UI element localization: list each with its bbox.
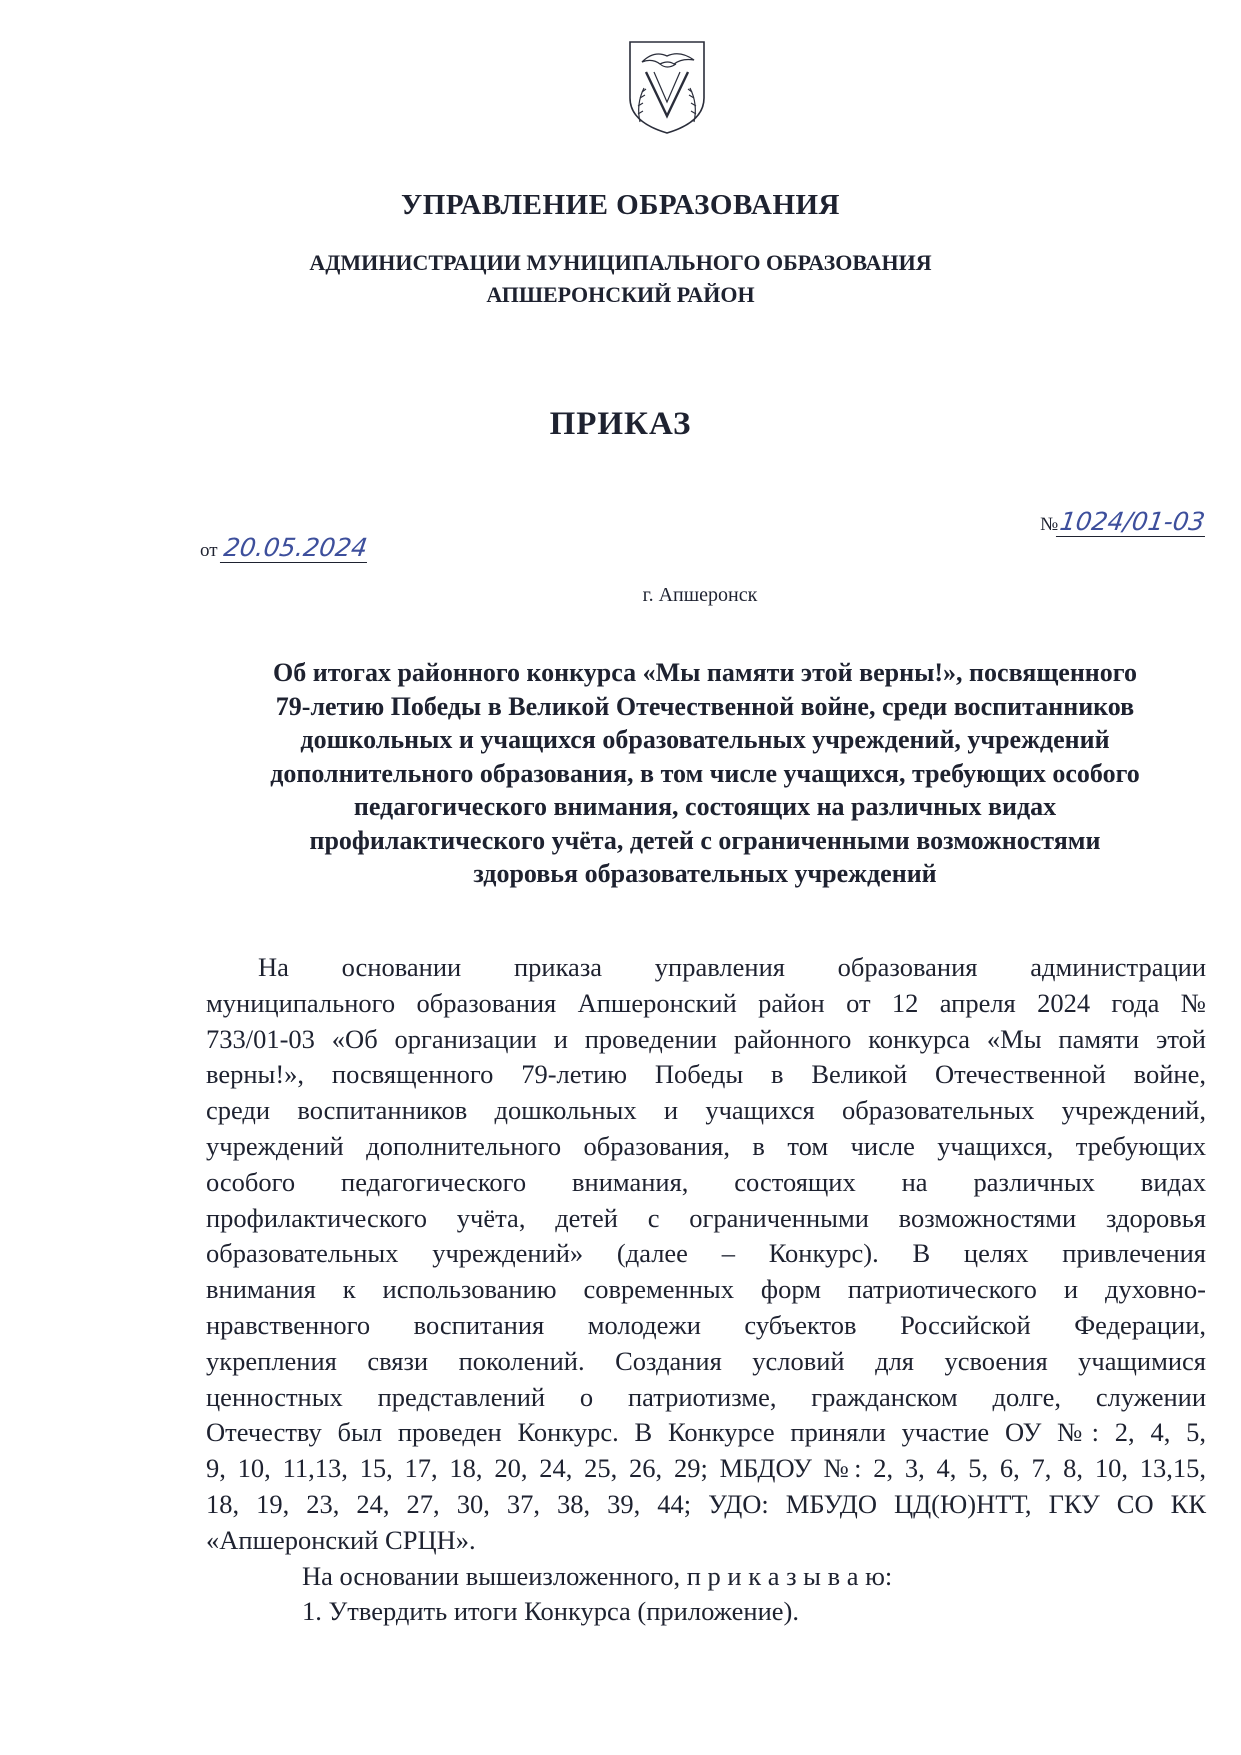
date-prefix: от bbox=[200, 540, 218, 561]
handwritten-number: 1024/01-03 bbox=[1056, 507, 1209, 537]
subject-line: Об итогах районного конкурса «Мы памяти этой верны!», посвященного bbox=[273, 658, 1137, 687]
handwritten-date: 20.05.2024 bbox=[220, 533, 371, 563]
document-number bbox=[1040, 507, 1207, 537]
body-line: На основании приказа управления образования администрации bbox=[258, 952, 1206, 982]
body-line: среди воспитанников дошкольных и учащихся образовательных учреждений, bbox=[206, 1095, 1206, 1126]
subject-line: 79-летию Победы в Великой Отечественной войне, среди воспитанников bbox=[275, 691, 1135, 721]
body-line: образовательных учреждений» (далее – Конкурс). В целях привлечения bbox=[206, 1238, 1206, 1269]
body-line: внимания к использованию современных форм патриотического и духовно- bbox=[206, 1274, 1206, 1305]
subject-line: дополнительного образования, в том числе учащихся, требующих особого bbox=[270, 758, 1140, 788]
body-line: 733/01-03 «Об организации и проведении районного конкурса «Мы памяти этой bbox=[206, 1023, 1206, 1054]
order-body bbox=[206, 950, 1206, 1630]
body-line: муниципального образования Апшеронский район от 12 апреля 2024 года № bbox=[206, 987, 1206, 1018]
body-line: 9, 10, 11,13, 15, 17, 18, 20, 24, 25, 26, 29; МБДОУ №: 2, 3, 4, 5, 6, 7, 8, 10, 13,15, bbox=[206, 1453, 1206, 1484]
body-line: нравственного воспитания молодежи субъектов Российской Федерации, bbox=[206, 1309, 1206, 1340]
coat-of-arms-icon bbox=[624, 36, 710, 136]
document-type-title: ПРИКАЗ bbox=[549, 406, 692, 442]
body-line: профилактического учёта, детей с ограниченными возможностями здоровья bbox=[206, 1202, 1206, 1233]
body-line: 1. Утвердить итоги Конкурса (приложение). bbox=[302, 1596, 799, 1627]
body-line: учреждений дополнительного образования, в том числе учащихся, требующих bbox=[206, 1130, 1206, 1161]
body-line: особого педагогического внимания, состоящих на различных видах bbox=[206, 1166, 1206, 1197]
number-prefix: № bbox=[1040, 514, 1059, 535]
order-subject-heading bbox=[210, 656, 1200, 891]
subject-line: педагогического внимания, состоящих на различных видах bbox=[353, 792, 1057, 821]
body-line: укрепления связи поколений. Создания условий для усвоения учащимися bbox=[206, 1345, 1206, 1376]
subject-line: здоровья образовательных учреждений bbox=[473, 859, 937, 888]
issuing-city: г. Апшеронск bbox=[642, 584, 758, 606]
subject-line: дошкольных и учащихся образовательных учреждений, учреждений bbox=[300, 725, 1110, 754]
body-line: Отечеству был проведен Конкурс. В Конкурсе приняли участие ОУ №: 2, 4, 5, bbox=[206, 1417, 1206, 1448]
organization-subtitle-line2: АПШЕРОНСКИЙ РАЙОН bbox=[486, 282, 755, 307]
organization-subtitle-line1: АДМИНИСТРАЦИИ МУНИЦИПАЛЬНОГО ОБРАЗОВАНИЯ bbox=[309, 250, 932, 275]
body-line: «Апшеронский СРЦН». bbox=[206, 1524, 476, 1555]
organization-title: УПРАВЛЕНИЕ ОБРАЗОВАНИЯ bbox=[400, 189, 841, 221]
body-line: верны!», посвященного 79-летию Победы в Великой Отечественной войне, bbox=[206, 1059, 1206, 1090]
subject-line: профилактического учёта, детей с ограниченными возможностями bbox=[309, 825, 1101, 855]
body-line: На основании вышеизложенного, п р и к а з ы в а ю: bbox=[302, 1560, 893, 1591]
document-date bbox=[200, 533, 369, 563]
body-line: ценностных представлений о патриотизме, гражданском долге, служении bbox=[206, 1381, 1206, 1412]
body-line: 18, 19, 23, 24, 27, 30, 37, 38, 39, 44; УДО: МБУДО ЦД(Ю)НТТ, ГКУ СО КК bbox=[206, 1488, 1206, 1519]
